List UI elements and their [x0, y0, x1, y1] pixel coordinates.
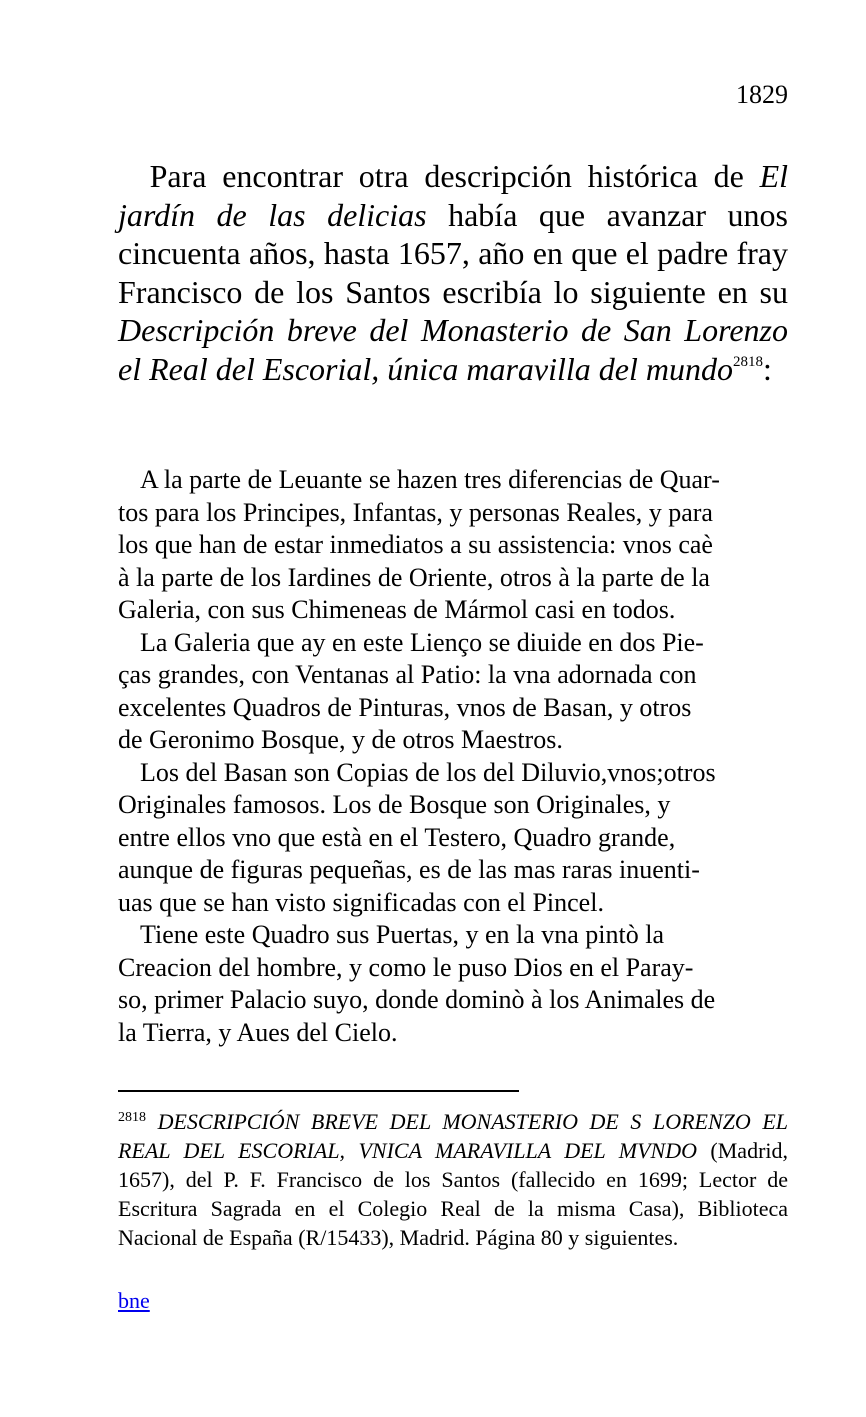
footnote-text: (Madrid, 1657), del P. F. Francisco de los Santos (fallecido en 1699; Lector de Escritura Sagrada en el Colegio Real de la misma Casa), Biblioteca Nacional de España (R/15433), Madrid. Página 80 y siguientes.	[118, 1138, 789, 1250]
quote-paragraph	[118, 464, 768, 627]
book-title: Descripción breve del Monasterio de San Lorenzo el Real del Escorial, única maravilla del mundo	[118, 312, 788, 387]
quote-line: A la parte de Leuante se hazen tres diferencias de Quar-	[140, 465, 720, 494]
quote-line: aunque de figuras pequeñas, es de las mas raras inuenti-	[118, 855, 700, 884]
quote-paragraph	[118, 627, 768, 757]
quote-line: los que han de estar inmediatos a su assistencia: vnos caè	[118, 530, 713, 559]
quote-line: la Tierra, y Aues del Cielo.	[118, 1017, 398, 1047]
footnote-divider	[118, 1090, 519, 1092]
page-number: 1829	[736, 80, 788, 109]
quote-line: Tiene este Quadro sus Puertas, y en la vna pintò la	[140, 920, 664, 949]
quote-line: Creacion del hombre, y como le puso Dios en el Paray-	[118, 952, 694, 982]
quote-line: so, primer Palacio suyo, donde dominò à los Animales de	[118, 985, 716, 1014]
quote-paragraph	[118, 919, 768, 1049]
block-quote	[118, 464, 768, 1049]
quote-line: de Geronimo Bosque, y de otros Maestros.	[118, 725, 563, 754]
quote-line: uas que se han visto significadas con el Pincel.	[118, 887, 604, 917]
quote-line: excelentes Quadros de Pinturas, vnos de Basan, y otros	[118, 692, 692, 722]
quote-line: tos para los Principes, Infantas, y personas Reales, y para	[118, 497, 713, 527]
footnote-reference[interactable]: 2818	[733, 353, 763, 370]
quote-line: entre ellos vno que està en el Testero, Quadro grande,	[118, 822, 676, 852]
quote-line: ças grandes, con Ventanas al Patio: la vna adornada con	[118, 660, 697, 689]
intro-paragraph	[118, 157, 788, 388]
bne-link[interactable]: bne	[118, 1288, 150, 1313]
quote-line: La Galeria que ay en este Lienço se diuide en dos Pie-	[140, 627, 704, 657]
footnote-title: DESCRIPCIÓN BREVE DEL MONASTERIO DE S LORENZO EL REAL DEL ESCORIAL, VNICA MARAVILLA DEL MVNDO	[118, 1109, 789, 1163]
intro-prefix: Para encontrar otra descripción histórica de	[149, 158, 760, 194]
quote-line: Galeria, con sus Chimeneas de Mármol casi en todos.	[118, 595, 676, 624]
artwork-title: El jardín de las delicias	[118, 158, 788, 233]
footnote-number: 2818	[118, 1110, 146, 1125]
quote-line: Los del Basan son Copias de los del Diluvio,vnos;otros	[140, 757, 716, 787]
quote-line: Originales famosos. Los de Bosque son Originales, y	[118, 790, 671, 819]
intro-suffix: :	[763, 350, 772, 387]
quote-paragraph	[118, 757, 768, 920]
footnote	[118, 1107, 788, 1252]
quote-line: à la parte de los Iardines de Oriente, otros à la parte de la	[118, 562, 710, 592]
intro-middle: había que avanzar unos cincuenta años, hasta 1657, año en que el padre fray Francisco de los Santos escribía lo siguiente en su	[118, 196, 789, 310]
